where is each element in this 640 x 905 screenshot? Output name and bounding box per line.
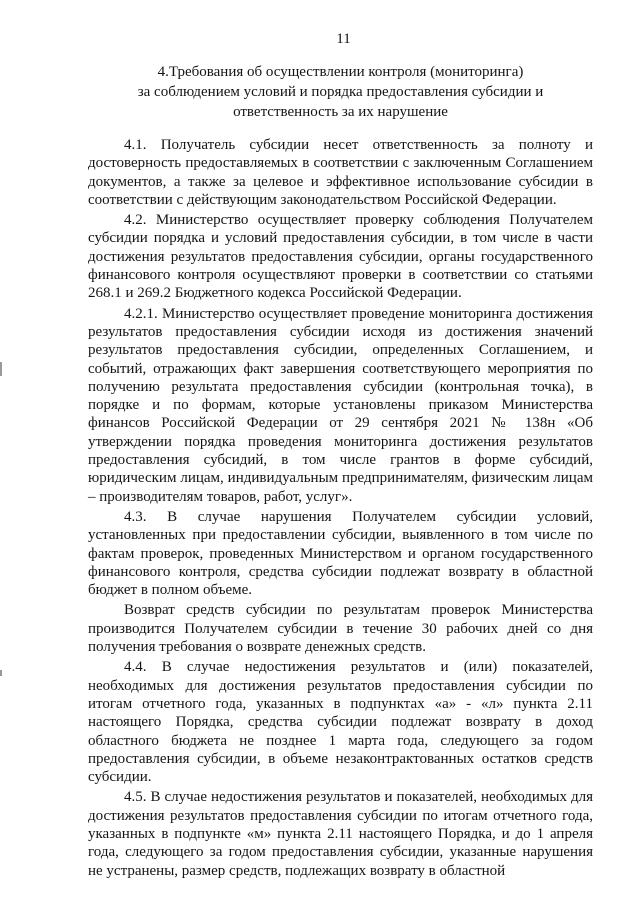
section-title-line: ответственность за их нарушение — [233, 104, 448, 120]
section-title — [88, 62, 593, 122]
scan-margin-mark — [0, 670, 2, 676]
page-number: 11 — [336, 31, 351, 47]
paragraph-4-4: 4.4. В случае недостижения результатов и (или) показателей, необходимых для достижения результатов предоставления субсидии по итогам отчетного года, указанных в подпунктах «а» - «л» пункта 2.11 настоящего Порядка, средства субсидии подлежат возврату в доход областного бюджета не позднее 1 марта года, следующего за годом предоставления субсидии, в объеме незаконтрактованных остатков средств субсидии. — [88, 659, 593, 786]
document-page — [88, 30, 593, 882]
paragraph-4-3: 4.3. В случае нарушения Получателем субсидии условий, установленных при предоставлении субсидии, выявленного в том числе по фактам проверок, проведенных Министерством и органом государственного финансового контроля, средства субсидии подлежат возврату в областной бюджет в полном объеме. — [88, 508, 593, 599]
paragraph-4-5: 4.5. В случае недостижения результатов и показателей, необходимых для достижения результатов предоставления субсидии по итогам отчетного года, указанных в подпункте «м» пункта 2.11 настоящего Порядка, и до 1 апреля года, следующего за годом предоставления субсидии, указанные нарушения не устранены, размер средств, подлежащих возврату в областной — [88, 789, 593, 879]
paragraph-4-2-1: 4.2.1. Министерство осуществляет проведение мониторинга достижения результатов предоставления субсидии исходя из достижения значений результатов предоставления субсидии, определенных Соглашением, и событий, отражающих факт завершения соответствующего мероприятия по получению результата предоставления субсидии (контрольная точка), в порядке и по формам, которые установлены приказом Министерства финансов Российской Федерации от 29 сентября 2021 № 138н «Об утверждении порядка проведения мониторинга достижения результатов предоставления субсидий, в том числе грантов в форме субсидий, юридическим лицам, индивидуальным предпринимателям, физическим лицам – производителям товаров, работ, услуг». — [88, 305, 593, 505]
section-title-line: за соблюдением условий и порядка предоставления субсидии и — [137, 84, 544, 100]
paragraph-4-2: 4.2. Министерство осуществляет проверку соблюдения Получателем субсидии порядка и условий предоставления субсидии, в том числе в части достижения результатов предоставления субсидии, органы государственного финансового контроля осуществляют проверки в соответствии со статьями 268.1 и 269.2 Бюджетного кодекса Российской Федерации. — [88, 212, 593, 302]
scan-margin-mark — [0, 362, 2, 376]
section-title-line: 4.Требования об осуществлении контроля (мониторинга) — [157, 64, 524, 80]
paragraph-4-1: 4.1. Получатель субсидии несет ответственность за полноту и достоверность предоставляемых в соответствии с заключенным Соглашением документов, а также за целевое и эффективное использование субсидии в соответствии с действующим законодательством Российской Федерации. — [88, 137, 593, 208]
paragraph-4-3-refund: Возврат средств субсидии по результатам проверок Министерства производится Получателем субсидии в течение 30 рабочих дней со дня получения требования о возврате денежных средств. — [88, 602, 593, 656]
